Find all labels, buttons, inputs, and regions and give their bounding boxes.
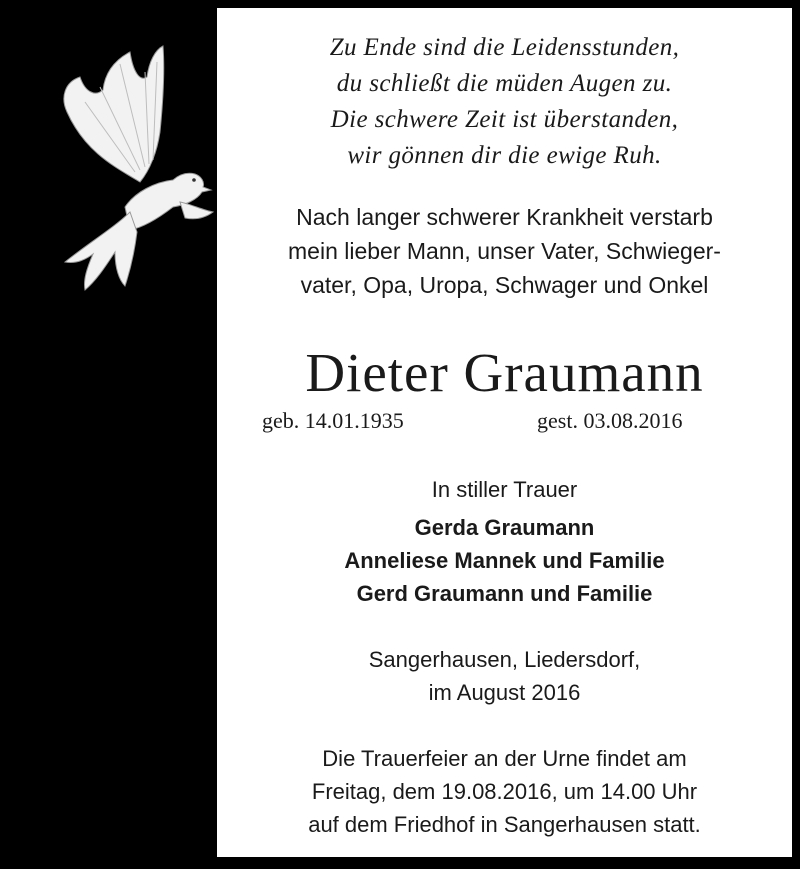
dove-icon (45, 42, 215, 292)
poem-line: Die schwere Zeit ist überstanden, (330, 106, 679, 133)
service-line: Die Trauerfeier an der Urne findet am (322, 746, 687, 771)
poem (217, 30, 792, 174)
service-line: Freitag, dem 19.08.2016, um 14.00 Uhr (311, 779, 698, 804)
poem-line: wir gönnen dir die ewige Ruh. (347, 142, 662, 169)
deceased-name: Dieter Graumann (305, 342, 704, 403)
poem-line: du schließt die müden Augen zu. (336, 70, 673, 97)
service-line: auf dem Friedhof in Sangerhausen statt. (308, 812, 701, 837)
mourning-heading: In stiller Trauer (431, 477, 578, 502)
intro-line: mein lieber Mann, unser Vater, Schwieger- (288, 238, 721, 264)
intro-line: vater, Opa, Uropa, Schwager und Onkel (300, 272, 709, 298)
death-date: gest. 03.08.2016 (537, 408, 683, 433)
mourner-name: Anneliese Mannek und Familie (344, 548, 665, 573)
date-line: im August 2016 (428, 680, 581, 705)
poem-line: Zu Ende sind die Leidensstunden, (329, 34, 680, 61)
place-line: Sangerhausen, Liedersdorf, (368, 647, 641, 672)
mourners-list (217, 511, 792, 610)
place-and-date (217, 643, 792, 709)
mourner-name: Gerda Graumann (414, 515, 595, 540)
announcement-text (217, 200, 792, 302)
birth-date: geb. 14.01.1935 (262, 408, 404, 433)
intro-line: Nach langer schwerer Krankheit verstarb (296, 204, 713, 230)
funeral-service-info (217, 742, 792, 841)
mourner-name: Gerd Graumann und Familie (356, 581, 653, 606)
